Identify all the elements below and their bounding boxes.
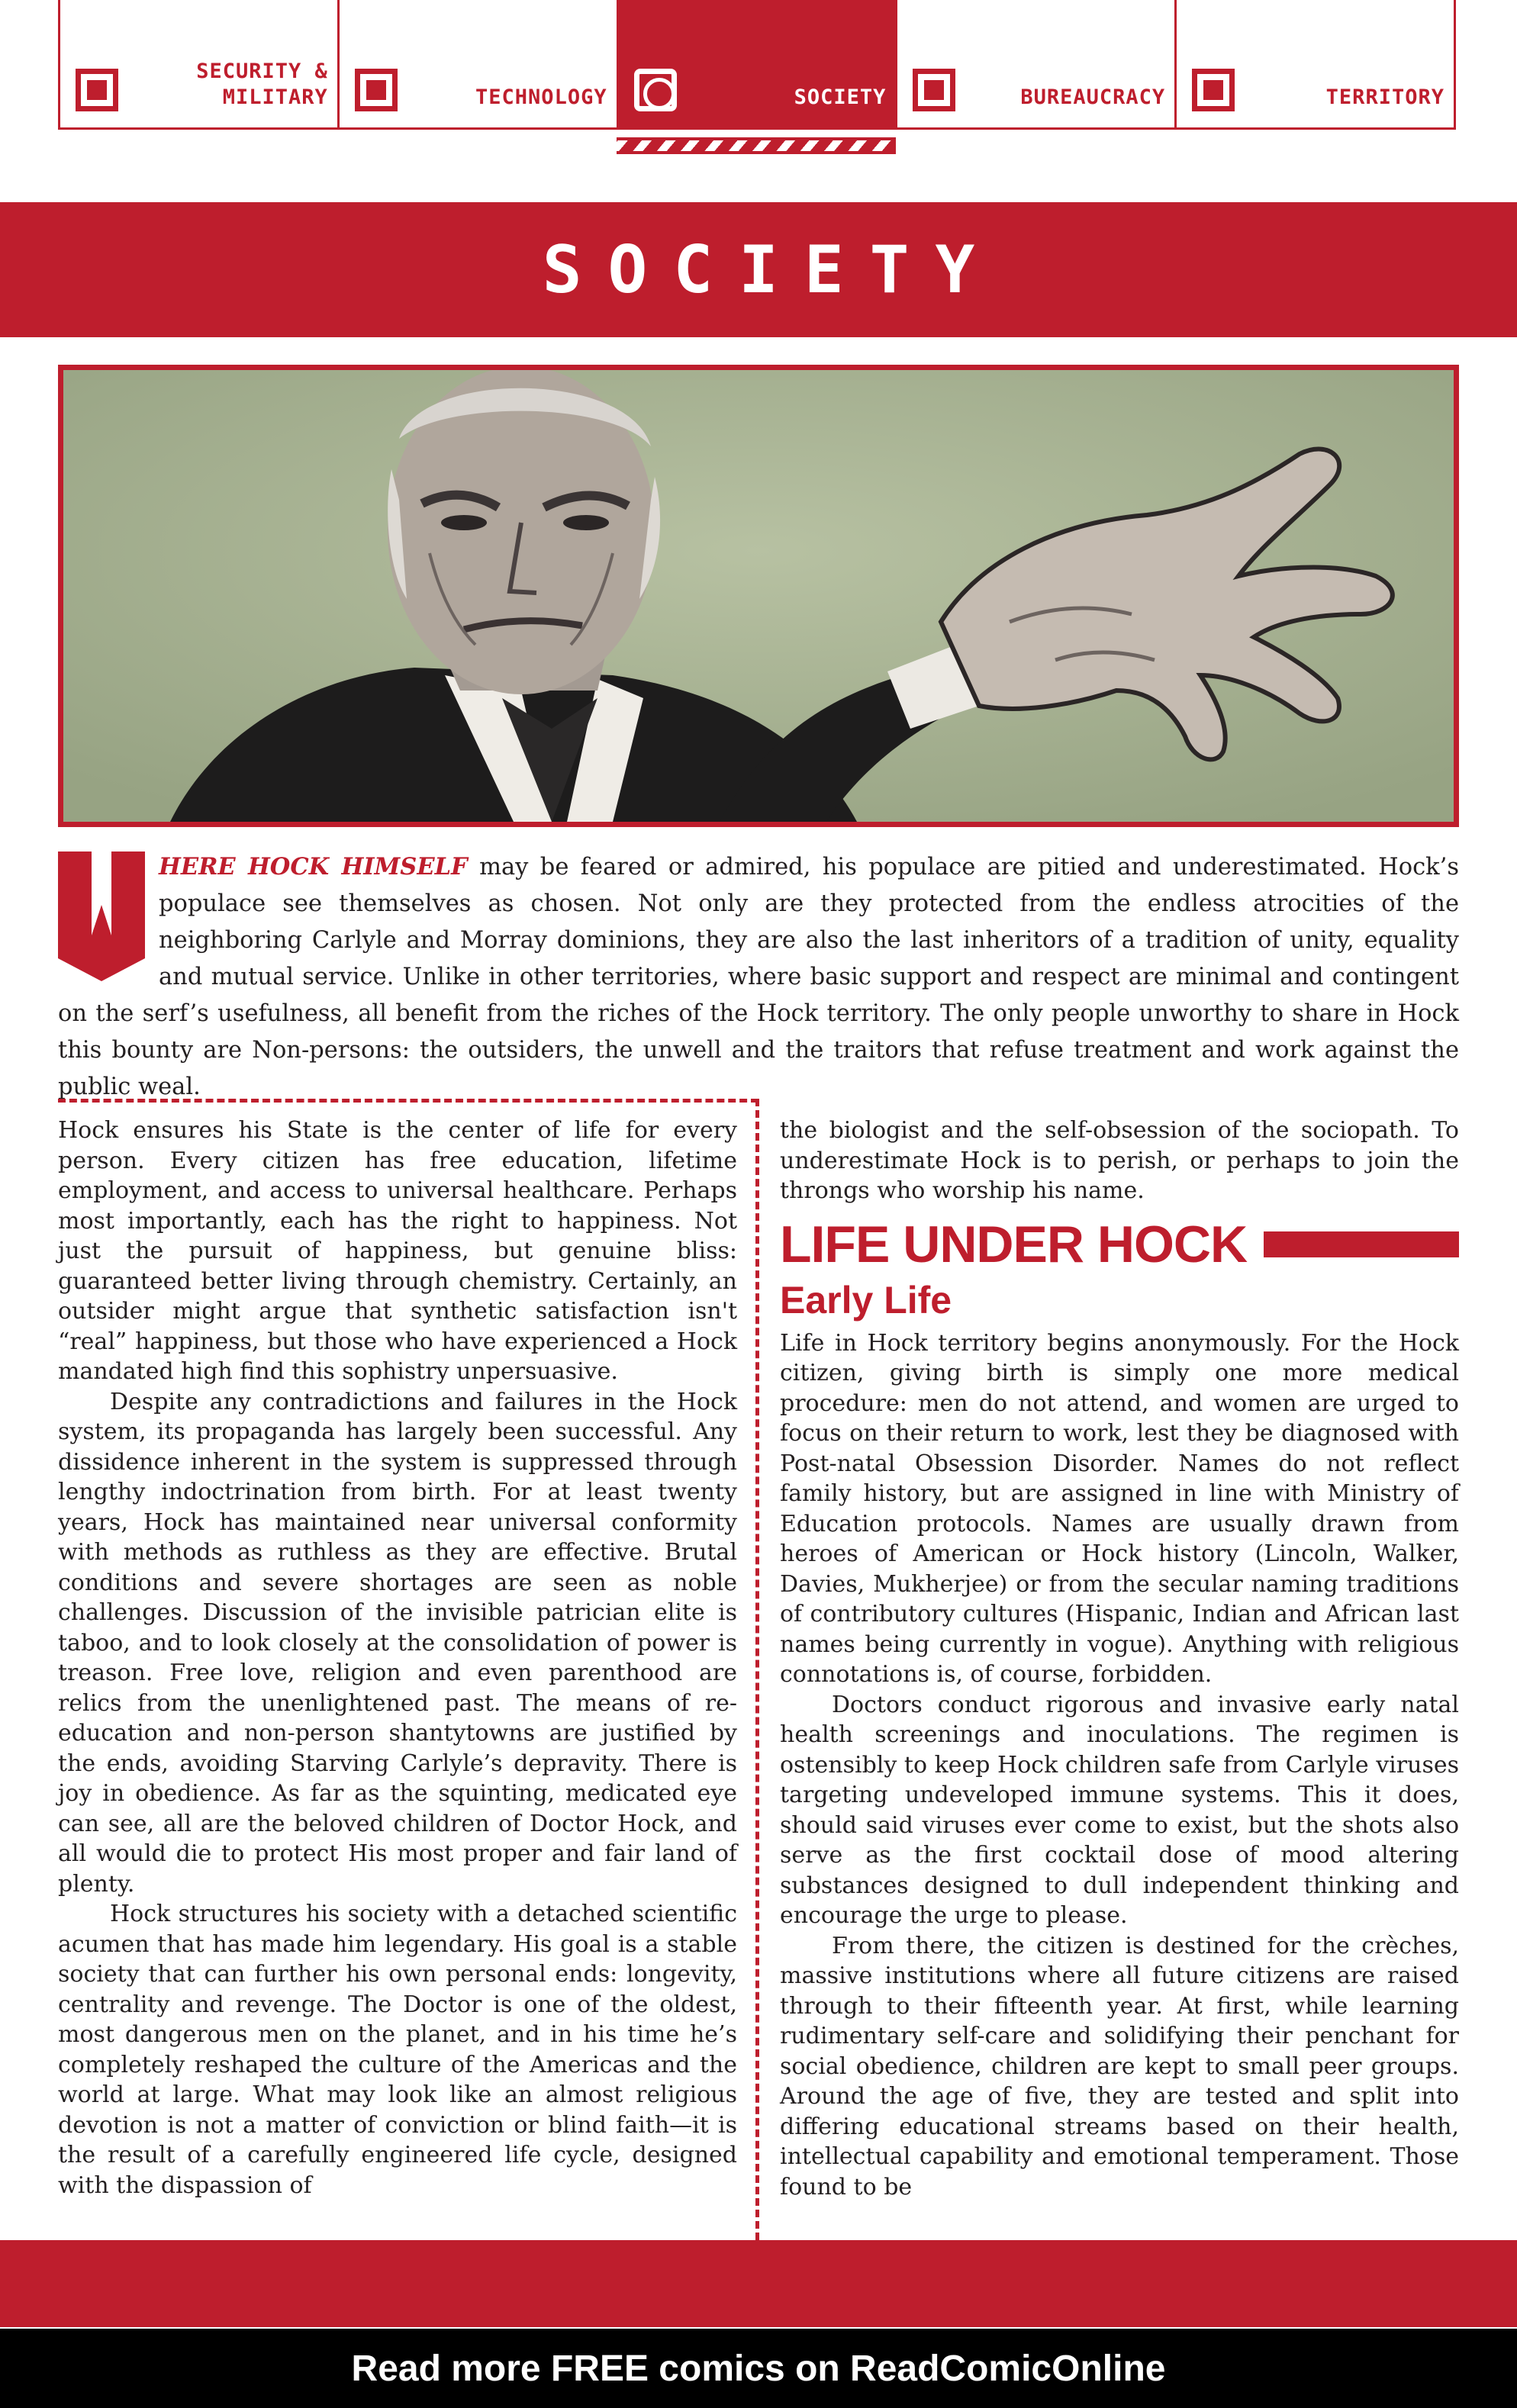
tab-society[interactable] (619, 0, 898, 127)
column-rule-top (58, 1099, 758, 1103)
promo-footer[interactable] (0, 2329, 1517, 2408)
tab-security-military[interactable] (60, 0, 340, 127)
tab-circle-icon (634, 69, 677, 111)
tab-label: TERRITORY (1325, 85, 1445, 109)
tab-bureaucracy[interactable] (897, 0, 1177, 127)
column-separator (755, 1099, 759, 2240)
tab-technology[interactable] (340, 0, 619, 127)
col2-paragraph-0: the biologist and the self-obsession of the sociopath. To underestimate Hock is to perish, or perhaps to join the throngs who worship his name. (780, 1117, 1459, 1204)
tab-square-icon (913, 69, 955, 111)
heading-bar (1264, 1231, 1459, 1257)
col1-paragraph-3: Hock structures his society with a detached scientific acumen that has made him legendary. His goal is a stable society that can further his own personal ends: longevity, centrality and revenge. The Doctor is one of the oldest, most dangerous men on the planet, and in his time he’s completely reshaped the culture of the Americas and the world at large. What may look like an almost religious devotion is not a matter of conviction or blind faith—it is the result of a carefully engineered life cycle, designed with the dispassion of (58, 1901, 737, 2199)
tab-square-icon (76, 69, 118, 111)
dropcap-w (58, 851, 145, 981)
section-heading-text: LIFE UNDER HOCK (780, 1215, 1248, 1273)
tab-square-icon (1192, 69, 1235, 111)
footer-bar (0, 2240, 1517, 2327)
illustration-art (63, 370, 1454, 822)
col2-paragraph-3: From there, the citizen is destined for the crèches, massive institutions where all future citizens are raised through to their fifteenth year. At first, while learning rudimentary self-care and solidifying their penchant for social obedience, children are kept to small peer groups. Around the age of five, they are tested and split into differing educational streams based on their health, intellectual capability and emotional temperament. Those found to be (780, 1932, 1459, 2200)
intro-lead: HERE HOCK HIMSELF (159, 853, 468, 880)
col2-paragraph-2: Doctors conduct rigorous and invasive early natal health screenings and inoculations. The regimen is ostensibly to keep Hock children safe from Carlyle viruses targeting undeveloped immune systems. This it does, should said viruses ever come to exist, but the shots also serve as the first cocktail dose of mood altering substances designed to dull independent thinking and encourage the urge to please. (780, 1691, 1459, 1929)
tab-label: BUREAUCRACY (1020, 85, 1166, 109)
column-left (58, 1115, 737, 2200)
section-banner (0, 202, 1517, 337)
col1-paragraph-2: Despite any contradictions and failures in the Hock system, its propaganda has largely been successful. Any dissidence inherent in the system is suppressed through lengthy indoctrination from birth. For at least twenty years, Hock has maintained near universal conformity with methods as ruthless as they are effective. Brutal conditions and severe shortages are seen as noble challenges. Discussion of the invisible patrician elite is taboo, and to look closely at the consolidation of power is treason. Free love, religion and even parenthood are relics from the unenlightened past. The means of re-education and non-person shantytowns are justified by the ends, avoiding Starving Carlyle’s depravity. There is joy in obedience. As far as the squinting, medicated eye can see, all are the beloved children of Doctor Hock, and all would die to protect His most proper and fair land of plenty. (58, 1388, 737, 1898)
col2-paragraph-1: Life in Hock territory begins anonymously. For the Hock citizen, giving birth is simply one more medical procedure: men do not attend, and women are urged to focus on their return to work, lest they be diagnosed with Post-natal Obsession Disorder. Names do not reflect family history, but are assigned in line with Ministry of Education protocols. Names are usually drawn from heroes of American or Hock history (Lincoln, Walker, Davies, Mukherjee) or from the secular naming traditions of contributory cultures (Hispanic, Indian and African last names being currently in vogue). Anything with religious connotations is, of course, forbidden. (780, 1329, 1459, 1688)
tab-label: SOCIETY (794, 85, 887, 109)
tab-territory[interactable] (1177, 0, 1454, 127)
tab-square-icon (355, 69, 398, 111)
dropcap-letter: W (101, 935, 102, 936)
hazard-stripe (617, 137, 896, 154)
hock-illustration (58, 365, 1459, 827)
col1-paragraph-1: Hock ensures his State is the center of life for every person. Every citizen has free education, lifetime employment, and access to universal healthcare. Perhaps most importantly, each has the right to happiness. Not just the pursuit of happiness, but genuine bliss: guaranteed better living through chemistry. Certainly, an outsider might argue that synthetic satisfaction isn't “real” happiness, but those who have experienced a Hock mandated high find this sophistry unpersuasive. (58, 1117, 737, 1385)
section-nav (58, 0, 1456, 130)
promo-footer-text: Read more FREE comics on ReadComicOnline (351, 2348, 1166, 2389)
column-right (780, 1115, 1459, 2202)
subsection-heading: Early Life (780, 1278, 952, 1322)
section-heading (780, 1214, 1459, 1275)
intro-paragraph (58, 848, 1459, 1106)
tab-label: TECHNOLOGY (475, 85, 607, 109)
page-title: SOCIETY (542, 231, 1001, 308)
intro-text: may be feared or admired, his populace are pitied and underestimated. Hock’s populace see themselves as chosen. Not only are they protected from the endless atrocities of the neighboring Carlyle and Morray dominions, they are also the last inheritors of a tradition of unity, equality and mutual service. Unlike in other territories, where basic support and respect are minimal and contingent on the serf’s usefulness, all benefit from the riches of the Hock territory. The only people unworthy to share in Hock this bounty are Non-persons: the outsiders, the unwell and the traitors that refuse treatment and work against the public weal. (58, 854, 1459, 1100)
tab-label: SECURITY & MILITARY (196, 60, 328, 109)
